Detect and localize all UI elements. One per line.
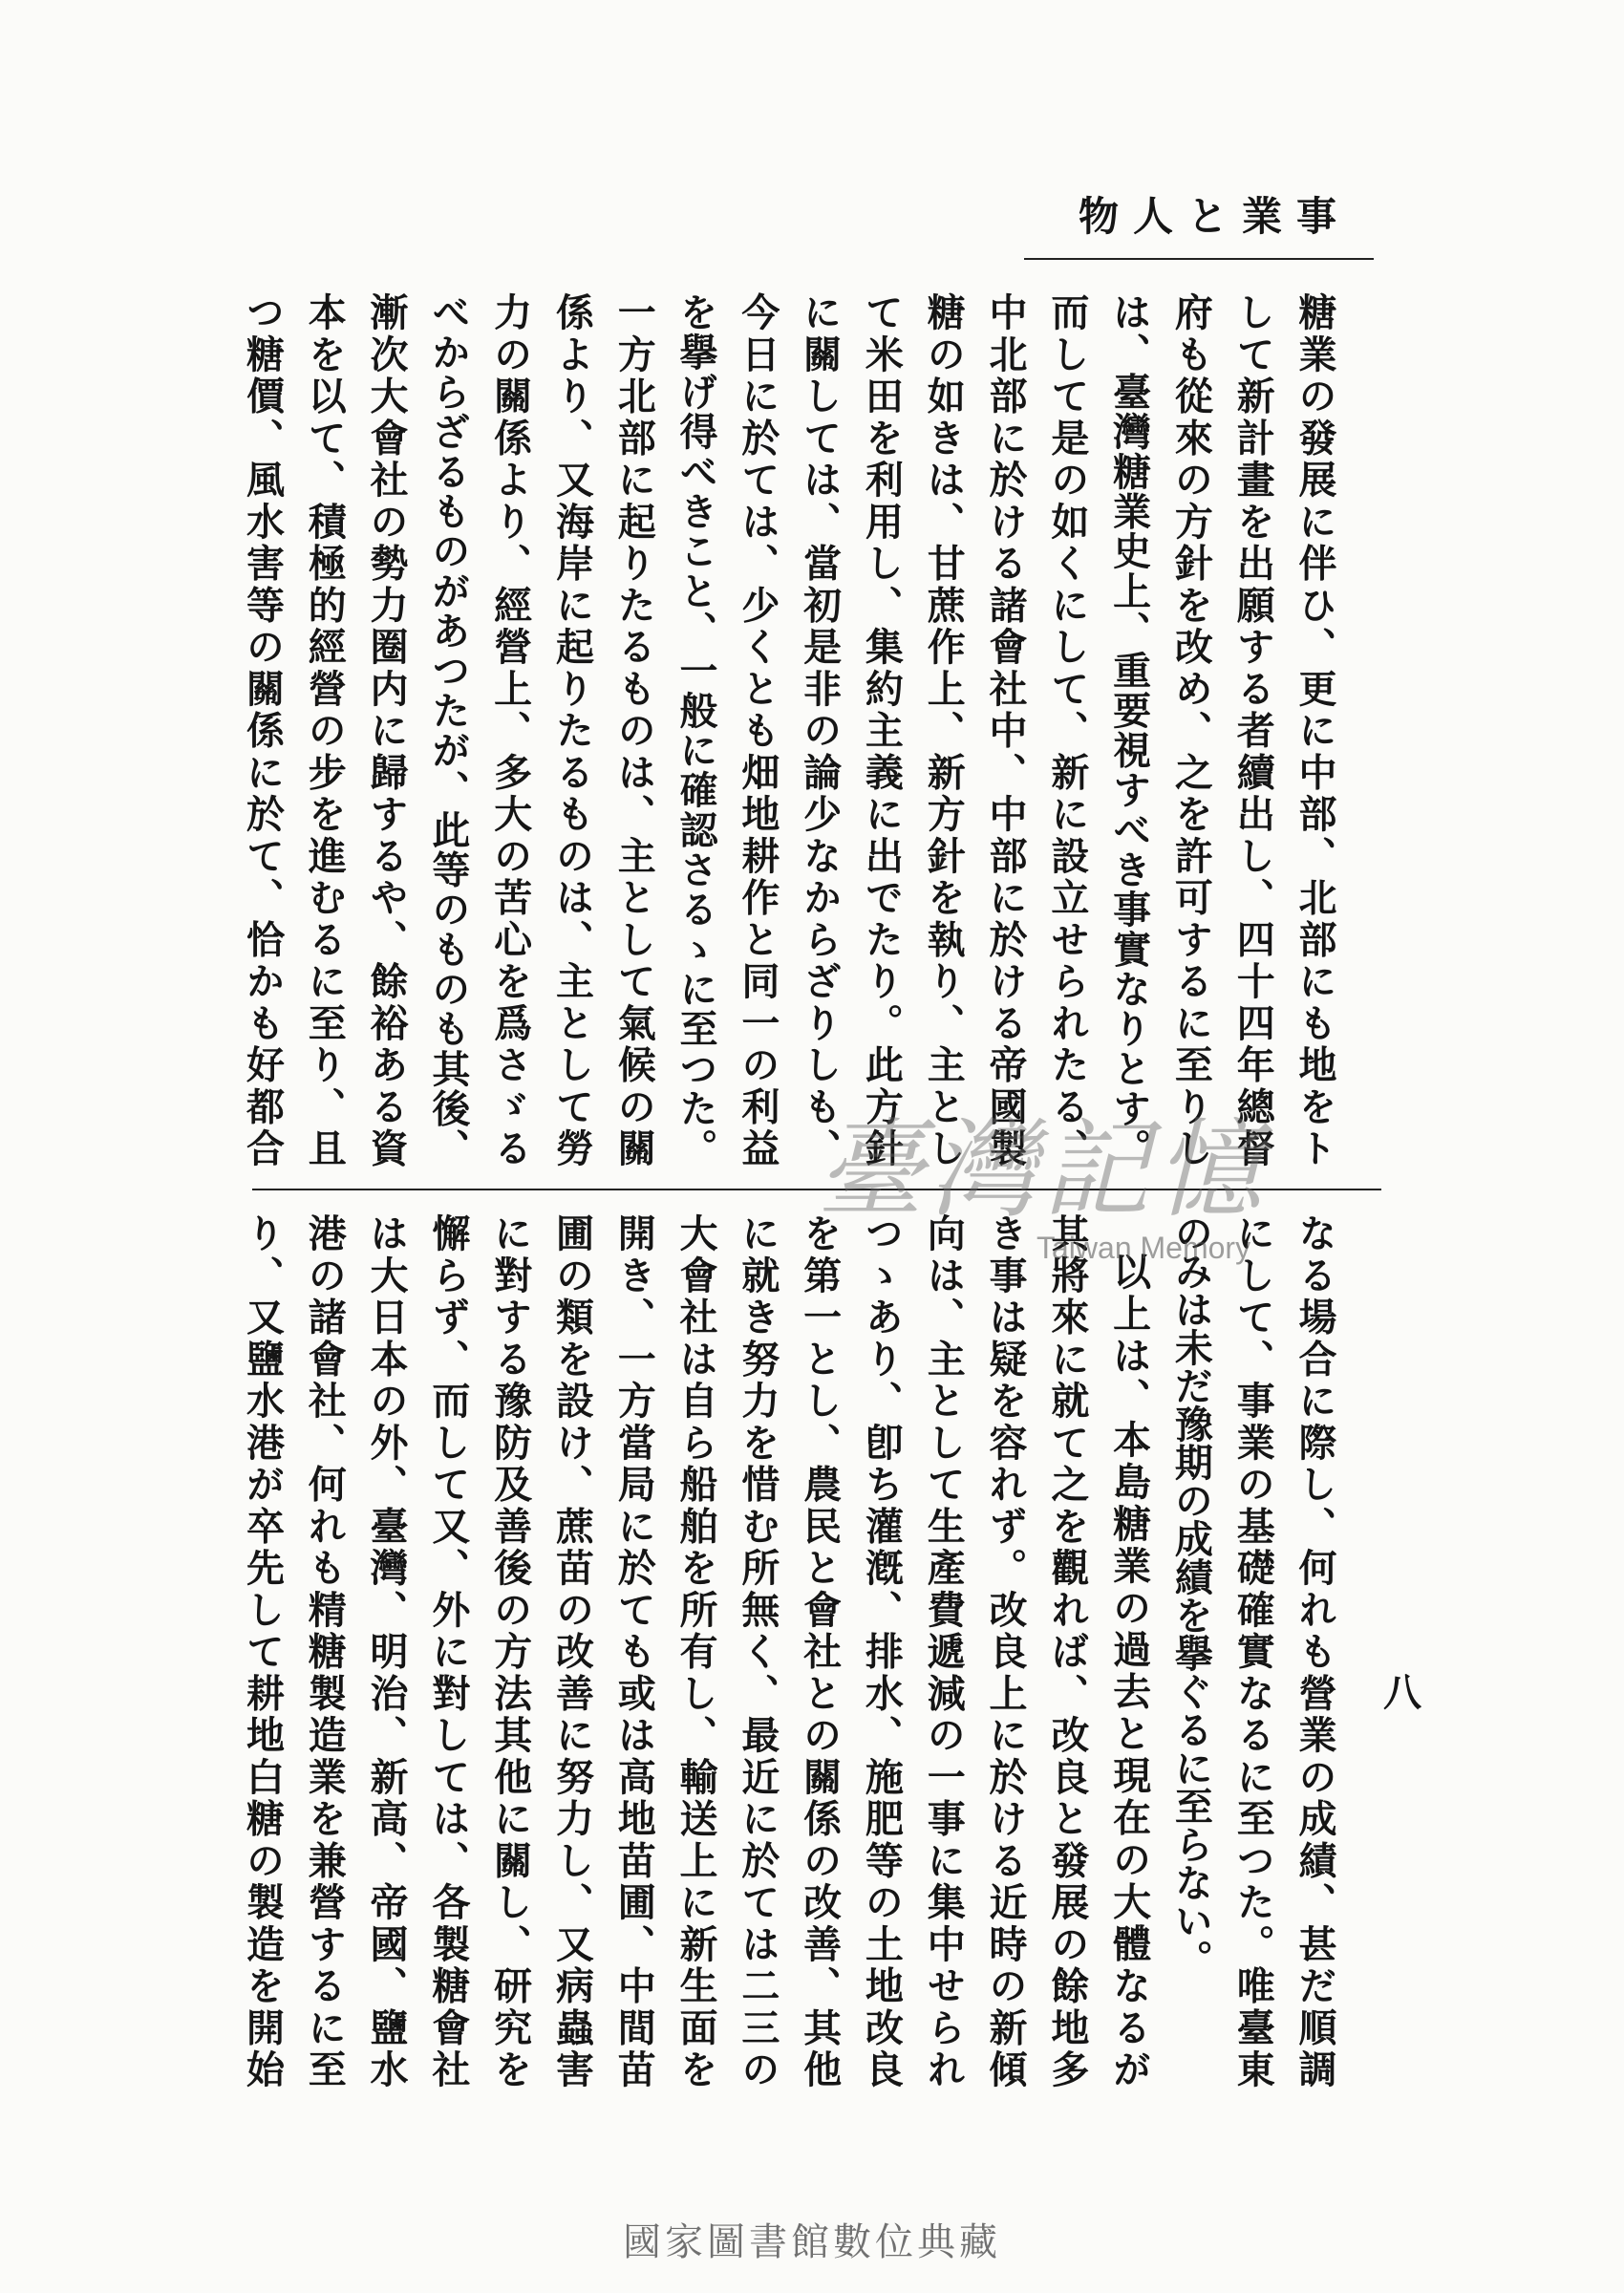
text-column: 以上は、本島糖業の過去と現在の大體なるが xyxy=(1106,1252,1152,2088)
text-column: にして、事業の基礎確實なるに至つた。唯臺東 xyxy=(1230,1213,1276,2088)
text-column: 漸次大會社の勢力圈内に歸するや、餘裕ある資 xyxy=(364,292,410,1167)
text-column: 開き、一方當局に於ても或は高地苗圃、中間苗 xyxy=(611,1213,657,2088)
text-column: 糖の如きは、甘蔗作上、新方針を執り、主とし xyxy=(921,292,967,1167)
text-column: 糖業の發展に伴ひ、更に中部、北部にも地をト xyxy=(1293,292,1337,1167)
text-column: 向は、主として生產費遞減の一事に集中せられ xyxy=(921,1213,967,2088)
header-rule xyxy=(1024,258,1374,260)
upper-text-block xyxy=(230,292,1345,1167)
text-column: つ糖價、風水害等の關係に於て、恰かも好都合 xyxy=(240,292,286,1167)
text-column: に對する豫防及善後の方法其他に關し、研究を xyxy=(487,1213,533,2088)
text-column: のみは未だ豫期の成績を擧ぐるに至らない。 xyxy=(1168,1213,1214,1978)
footer-credit: 國家圖書館數位典藏 xyxy=(623,2220,1001,2264)
text-column: 懈らず、而して又、外に對しては、各製糖會社 xyxy=(425,1213,471,2088)
text-column: を第一とし、農民と會社との關係の改善、其他 xyxy=(797,1213,843,2088)
text-column: は、臺灣糖業史上、重要視すべき事實なりとす。 xyxy=(1106,292,1152,1167)
watermark-logo: 臺灣記憶 xyxy=(817,1108,1268,1232)
watermark-caption: Taiwan Memory xyxy=(1036,1231,1251,1265)
text-column: 今日に於ては、少くとも畑地耕作と同一の利益 xyxy=(735,292,780,1167)
running-header-title: 事業と人物 xyxy=(1078,193,1351,240)
text-column: べからざるものがあつたが、此等のものも其後、 xyxy=(425,292,471,1167)
text-column: 中北部に於ける諸會社中、中部に於ける帝國製 xyxy=(983,292,1029,1167)
text-column: 本を以て、積極的經營の步を進むるに至り、且 xyxy=(302,292,348,1167)
text-column: して新計畫を出願する者續出し、四十四年總督 xyxy=(1230,292,1276,1167)
lower-text-block xyxy=(230,1213,1345,2088)
text-column: て米田を利用し、集約主義に出でたり。此方針 xyxy=(859,292,905,1167)
text-column: 大會社は自ら船舶を所有し、輸送上に新生面を xyxy=(673,1213,719,2088)
text-column: 其將來に就て之を觀れば、改良と發展の餘地多 xyxy=(1044,1213,1090,2088)
text-column: り、又鹽水港が卒先して耕地白糖の製造を開始 xyxy=(240,1213,286,2088)
text-column: 一方北部に起りたるものは、主として氣候の關 xyxy=(611,292,657,1167)
text-column: 港の諸會社、何れも精糖製造業を兼營するに至 xyxy=(302,1213,348,2088)
text-column: 府も從來の方針を改め、之を許可するに至りし xyxy=(1168,292,1214,1167)
page-number: 八 xyxy=(1383,1670,1421,1715)
text-column: 圃の類を設け、蔗苗の改善に努力し、又病蟲害 xyxy=(549,1213,595,2088)
text-column: 力の關係より、經營上、多大の苦心を爲さゞる xyxy=(487,292,533,1167)
text-column: を擧げ得べきこと、一般に確認さるゝに至つた。 xyxy=(673,292,719,1167)
text-column: 而して是の如くにして、新に設立せられたる、 xyxy=(1044,292,1090,1167)
text-column: なる場合に際し、何れも營業の成績、甚だ順調 xyxy=(1293,1213,1337,2088)
text-column: つゝあり、卽ち灌漑、排水、施肥等の土地改良 xyxy=(859,1213,905,2088)
text-column: き事は疑を容れず。改良上に於ける近時の新傾 xyxy=(983,1213,1029,2088)
text-column: は大日本の外、臺灣、明治、新高、帝國、鹽水 xyxy=(364,1213,410,2088)
text-column: 係より、又海岸に起りたるものは、主として勞 xyxy=(549,292,595,1167)
text-column: に關しては、當初是非の論少なからざりしも、 xyxy=(797,292,843,1167)
text-column: に就き努力を惜む所無く、最近に於ては二三の xyxy=(735,1213,780,2088)
